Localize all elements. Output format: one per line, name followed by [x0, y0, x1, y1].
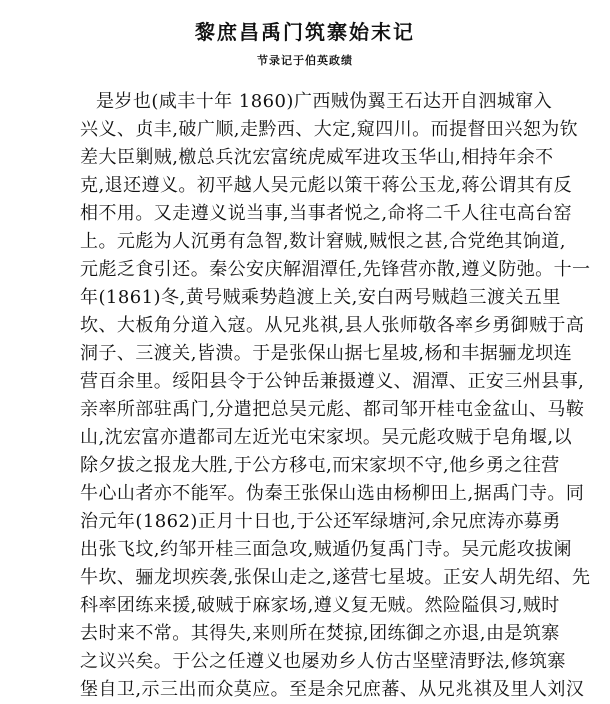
text-line: 牛坎、骊龙坝疾袭,张保山走之,遂营七星坡。正安人胡先绍、先 [80, 567, 591, 588]
text-line: 兴义、贞丰,破广顺,走黔西、大定,窥四川。而提督田兴恕为钦 [80, 119, 579, 140]
text-line: 除夕拔之报龙大胜,于公方移屯,而宋家坝不守,他乡勇之往营 [80, 455, 560, 476]
text-line: 营百余里。绥阳县令于公钟岳兼摄遵义、湄潭、正安三州县事, [80, 371, 585, 392]
text-line: 治元年(1862)正月十日也,于公还军绿塘河,余兄庶涛亦募勇 [80, 511, 561, 532]
text-line: 元彪乏食引还。秦公安庆解湄潭任,先锋营亦散,遵义防弛。十一 [80, 259, 591, 280]
text-line: 坎、大板角分道入寇。从兄兆祺,县人张师敬各率乡勇御贼于高 [80, 315, 585, 336]
text-line: 堡自卫,示三出而众莫应。至是余兄庶蕃、从兄兆祺及里人刘汉 [80, 679, 585, 700]
text-line: 科率团练来援,破贼于麻家场,遵义复无贼。然险隘俱习,贼时 [80, 595, 560, 616]
text-line: 牛心山者亦不能军。伪秦王张保山选由杨柳田上,据禹门寺。同 [80, 483, 585, 504]
text-line: 亲率所部驻禹门,分遣把总吴元彪、都司邹开桂屯金盆山、马鞍 [80, 399, 585, 420]
text-line: 年(1861)冬,黄号贼乘势趋渡上关,安白两号贼趋三渡关五里 [80, 287, 561, 308]
text-line: 出张飞坟,约邹开桂三面急攻,贼遁仍复禹门寺。吴元彪攻拔阑 [80, 539, 573, 560]
text-line: 山,沈宏富亦遣都司左近光屯宋家坝。吴元彪攻贼于皂角堰,以 [80, 427, 573, 448]
text-line: 去时来不常。其得失,来则所在焚掠,团练御之亦退,由是筑寨 [80, 623, 560, 644]
text-line: 克,退还遵义。初平越人吴元彪以策干蒋公玉龙,蒋公谓其有反 [80, 175, 573, 196]
text-line: 差大臣剿贼,檄总兵沈宏富统虎威军进攻玉华山,相持年余不 [80, 147, 554, 168]
text-line: 相不用。又走遵义说当事,当事者悦之,命将二千人往屯高台窑 [80, 203, 573, 224]
text-line: 是岁也(咸丰十年 1860)广西贼伪翼王石达开自泗城窜入 [96, 91, 553, 112]
document-subtitle: 节录记于伯英政绩 [257, 54, 353, 67]
document-body [80, 88, 600, 704]
text-line: 洞子、三渡关,皆溃。于是张保山据七星坡,杨和丰据骊龙坝连 [80, 343, 573, 364]
document-title: 黎庶昌禹门筑寨始末记 [195, 20, 415, 44]
text-line: 之议兴矣。于公之任遵义也屡劝乡人仿古坚壁清野法,修筑寨 [80, 651, 566, 672]
text-line: 上。元彪为人沉勇有急智,数计窘贼,贼恨之甚,合党绝其饷道, [80, 231, 566, 252]
